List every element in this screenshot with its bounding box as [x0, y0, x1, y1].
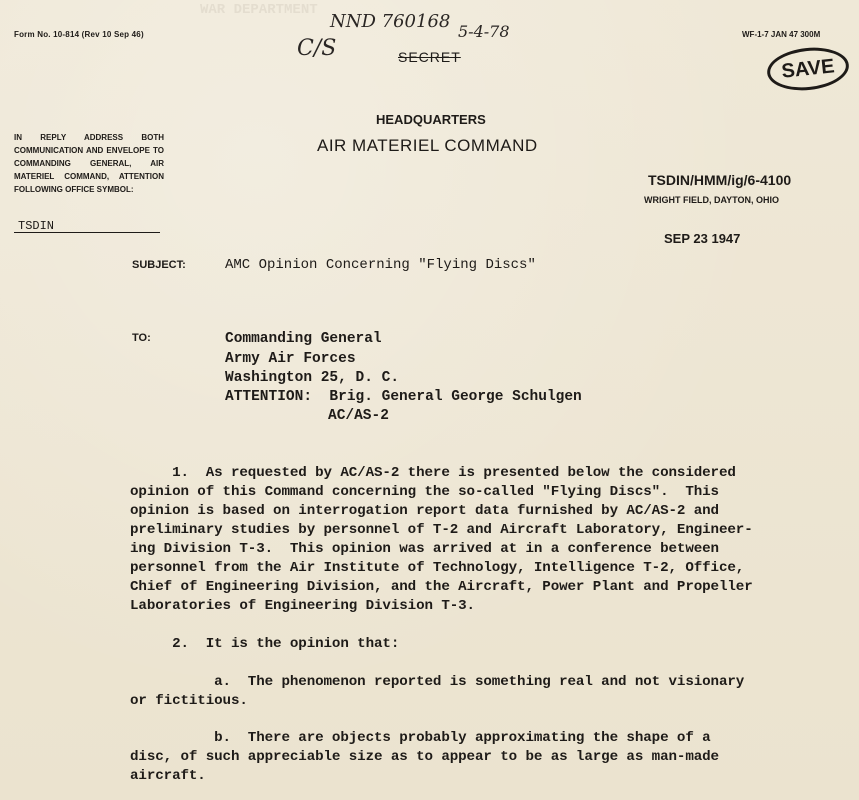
body-line: or fictitious. — [130, 693, 248, 709]
file-reference: TSDIN/HMM/ig/6-4100 — [648, 172, 792, 188]
body-line: aircraft. — [130, 768, 206, 784]
body-line: opinion is based on interrogation report data furnished by AC/AS-2 and — [130, 503, 719, 519]
form-number: Form No. 10-814 (Rev 10 Sep 46) — [14, 30, 144, 39]
handwritten-date: 5-4-78 — [458, 22, 510, 41]
body-line: Laboratories of Engineering Division T-3. — [130, 598, 475, 614]
form-code: WF-1-7 JAN 47 300M — [742, 30, 821, 39]
office-symbol: TSDIN — [18, 219, 55, 233]
body-line: b. There are objects probably approximating the shape of a — [130, 730, 711, 746]
to-label: TO: — [132, 332, 151, 344]
save-stamp — [765, 44, 851, 94]
reply-instructions: IN REPLY ADDRESS BOTH COMMUNICATION AND ENVELOPE TO COMMANDING GENERAL, AIR MATERIEL COMMAND, ATTENTION FOLLOWING OFFICE SYMBOL: — [14, 133, 164, 194]
addressee-line: Washington 25, D. C. — [225, 370, 400, 386]
document-date-stamp: SEP 23 1947 — [664, 231, 741, 246]
location-line: WRIGHT FIELD, DAYTON, OHIO — [644, 195, 780, 205]
body-line: a. The phenomenon reported is something real and not visionary — [130, 674, 745, 690]
body-line: 1. As requested by AC/AS-2 there is presented below the considered — [130, 465, 736, 481]
subject-label: SUBJECT: — [132, 259, 186, 271]
body-line: disc, of such appreciable size as to appear to be as large as man-made — [130, 749, 719, 765]
addressee-line: Army Air Forces — [225, 351, 356, 367]
addressee-office: AC/AS-2 — [328, 408, 389, 424]
body-line: 2. It is the opinion that: — [130, 636, 400, 652]
body-line: ing Division T-3. This opinion was arrived at in a conference between — [130, 541, 719, 557]
bleed-through-text: WAR DEPARTMENT — [200, 2, 318, 18]
body-line: personnel from the Air Institute of Technology, Intelligence T-2, Office, — [130, 560, 745, 576]
headquarters-heading: HEADQUARTERS — [376, 112, 486, 127]
addressee-line: Commanding General — [225, 331, 382, 347]
subject-text: AMC Opinion Concerning "Flying Discs" — [225, 257, 536, 273]
command-heading: AIR MATERIEL COMMAND — [317, 136, 538, 155]
body-line: Chief of Engineering Division, and the Aircraft, Power Plant and Propeller — [130, 579, 753, 595]
handwritten-declassification-number: NND 760168 — [330, 11, 451, 32]
classification-struck: SECRET — [398, 49, 461, 65]
handwritten-initials: C/S — [297, 36, 337, 61]
body-line: preliminary studies by personnel of T-2 and Aircraft Laboratory, Engineer- — [130, 522, 753, 538]
save-stamp-text: SAVE — [780, 54, 836, 83]
body-line: opinion of this Command concerning the so-called "Flying Discs". This — [130, 484, 719, 500]
office-symbol-underline — [14, 232, 160, 233]
attention-line: ATTENTION: Brig. General George Schulgen — [225, 389, 582, 405]
